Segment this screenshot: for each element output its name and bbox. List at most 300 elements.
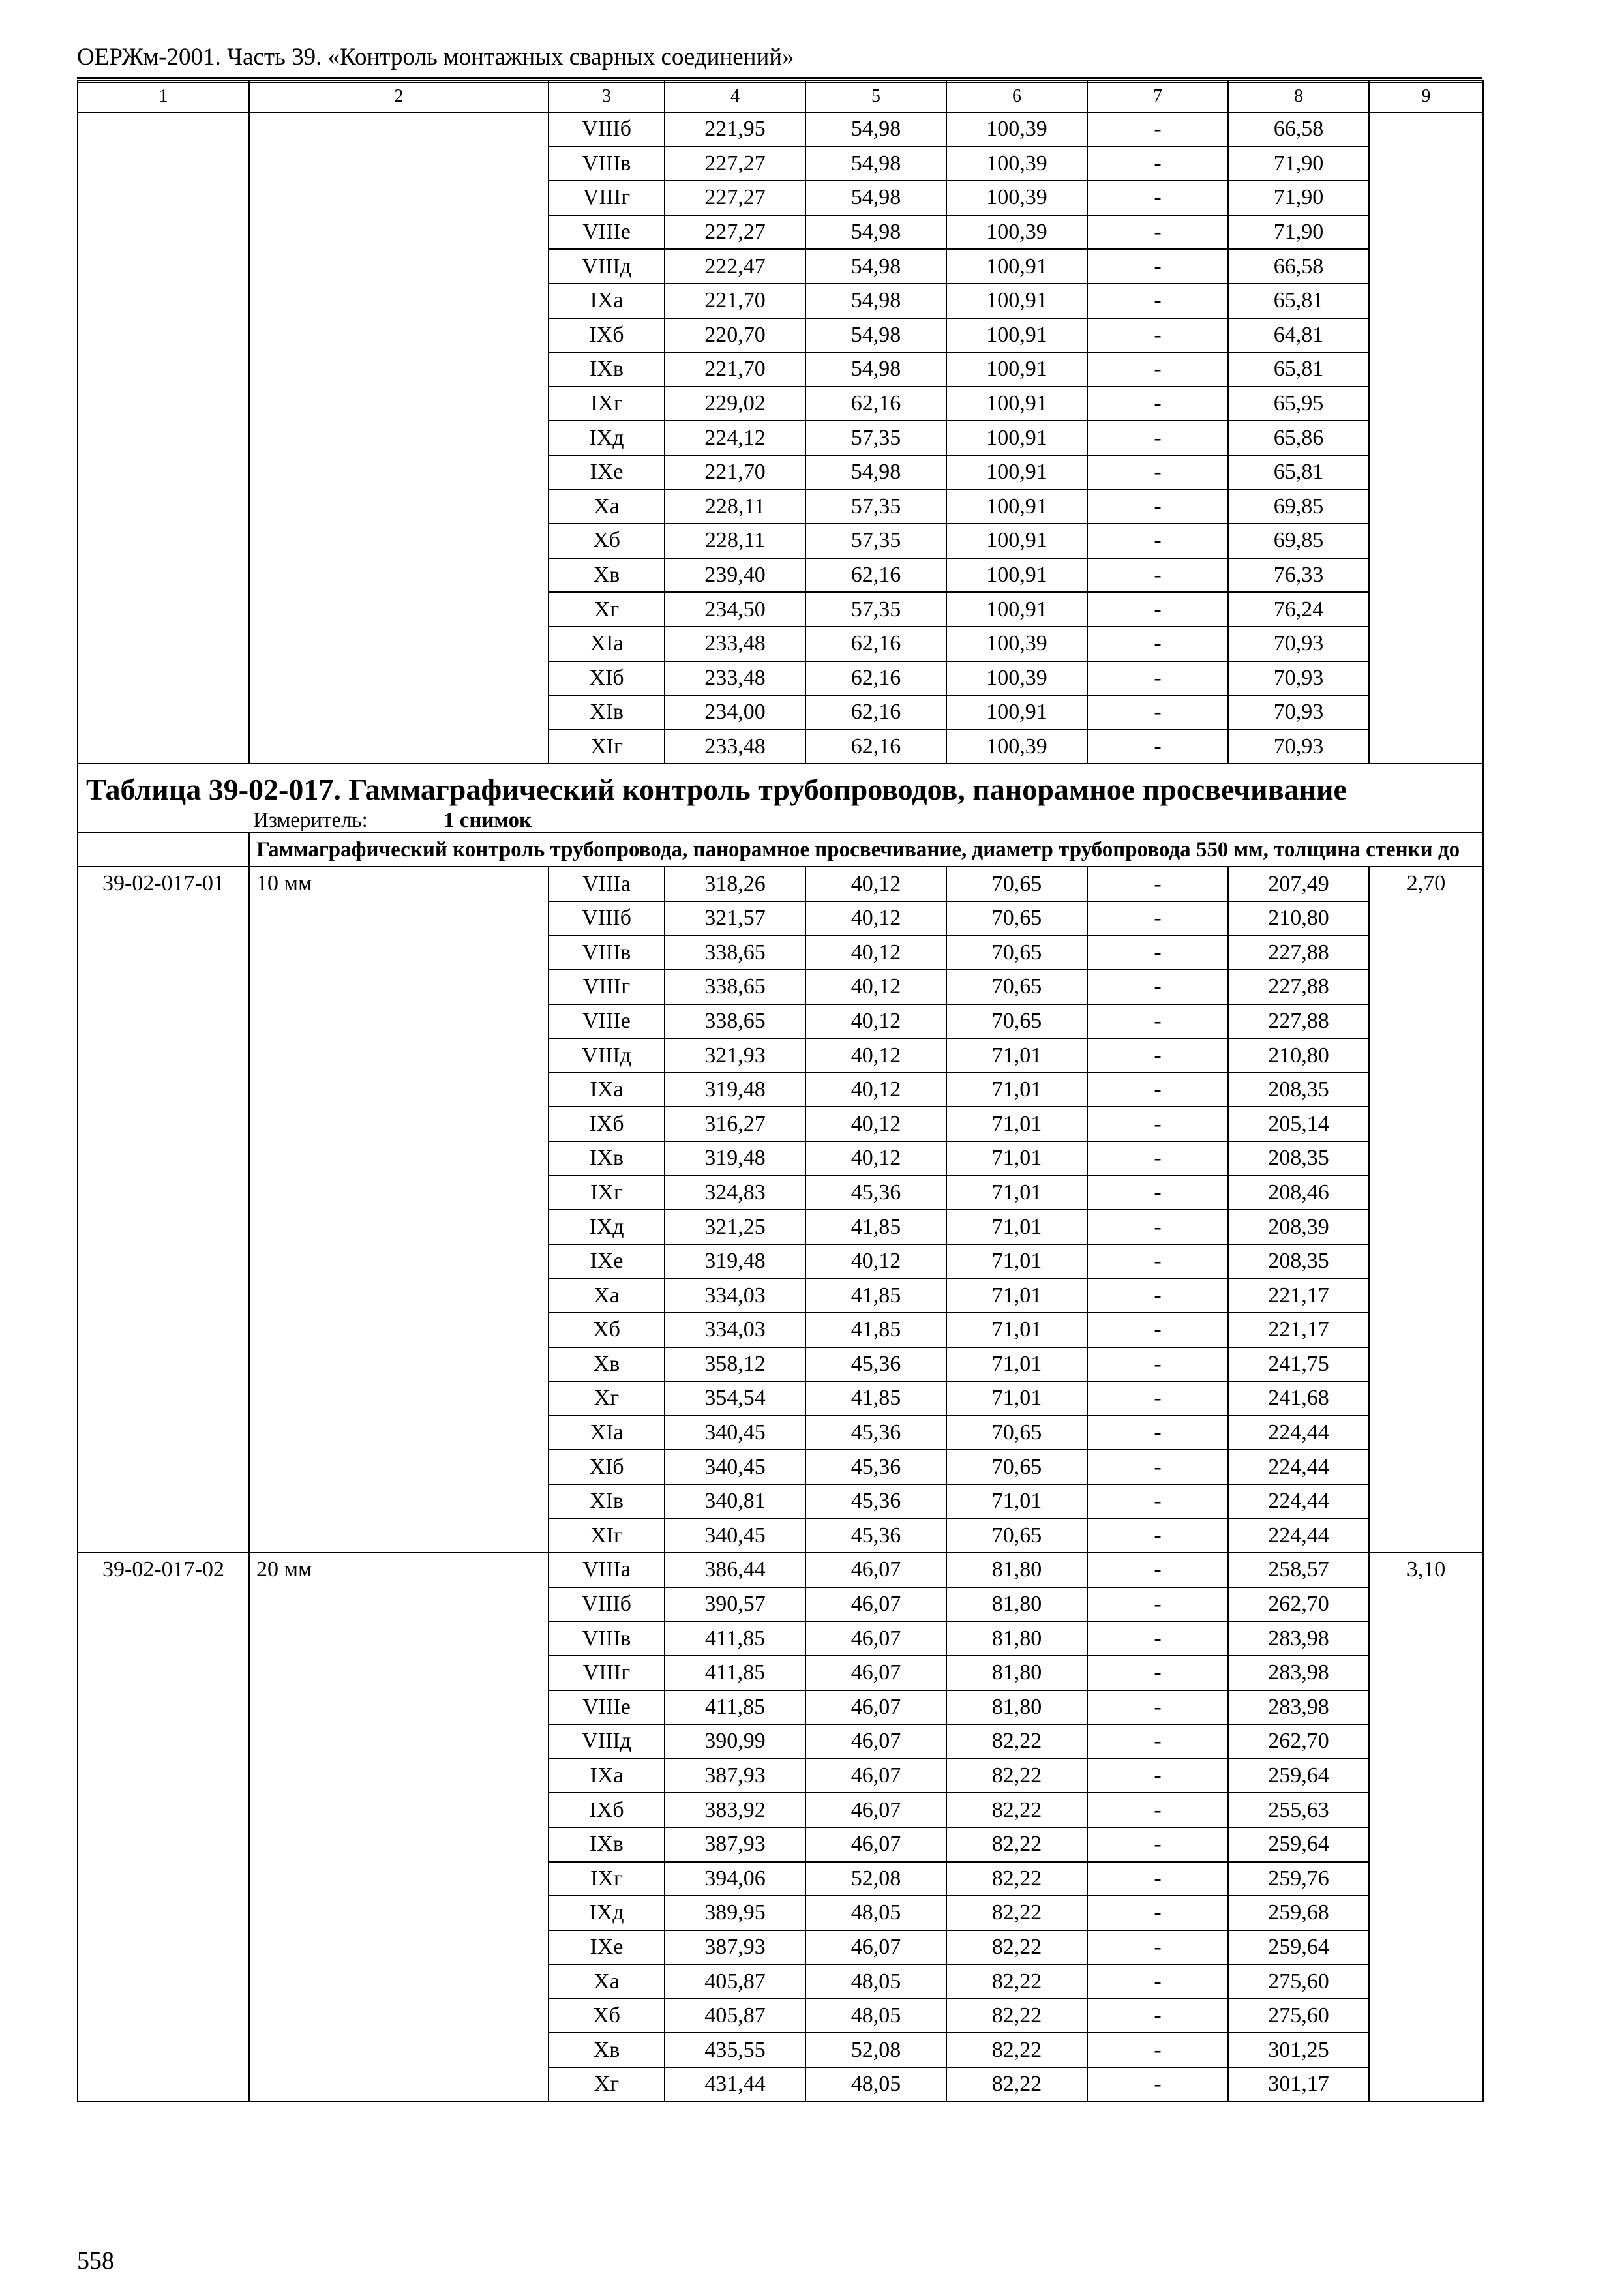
cell-machine-cost: 100,91	[946, 249, 1087, 284]
cell-mark: VIIIб	[549, 1587, 665, 1622]
cell-labor-wages: 46,07	[805, 1690, 946, 1725]
cell-mark: Xв	[549, 2033, 665, 2067]
cell-materials-cost: 262,70	[1228, 1724, 1369, 1759]
cell-machinist-wages: -	[1087, 2033, 1228, 2067]
cell-labor-wages: 40,12	[805, 1004, 946, 1039]
cell-machine-cost: 70,65	[946, 867, 1087, 901]
cell-materials-cost: 70,93	[1228, 695, 1369, 730]
cell-total-cost: 221,70	[665, 284, 805, 318]
cell-machine-cost: 71,01	[946, 1141, 1087, 1176]
cell-total-cost: 390,99	[665, 1724, 805, 1759]
cell-mark: IXв	[549, 352, 665, 387]
cell-machinist-wages: -	[1087, 249, 1228, 284]
cell-code: 39-02-017-01	[78, 867, 249, 1553]
cell-machinist-wages: -	[1087, 1759, 1228, 1793]
cell-mark: XIб	[549, 1450, 665, 1484]
cell-total-cost: 411,85	[665, 1656, 805, 1690]
cell-machinist-wages: -	[1087, 1930, 1228, 1965]
measure-cell	[78, 809, 1483, 833]
cell-machine-cost: 100,91	[946, 592, 1087, 627]
cell-mark: Xа	[549, 1278, 665, 1313]
cell-mark: IXг	[549, 1176, 665, 1210]
cell-mark: VIIIб	[549, 901, 665, 936]
cell-total-cost: 227,27	[665, 147, 805, 181]
cell-mark: IXв	[549, 1827, 665, 1862]
cell-materials-cost: 221,17	[1228, 1278, 1369, 1313]
cell-machinist-wages: -	[1087, 1484, 1228, 1519]
cell-materials-cost: 227,88	[1228, 935, 1369, 970]
cell-col9: 3,10	[1369, 1553, 1483, 2102]
cell-machinist-wages: -	[1087, 2067, 1228, 2102]
cell-machine-cost: 100,91	[946, 558, 1087, 593]
cell-total-cost: 338,65	[665, 1004, 805, 1039]
cell-mark: IXд	[549, 1896, 665, 1930]
cell-machinist-wages: -	[1087, 490, 1228, 524]
cell-machine-cost: 82,22	[946, 1793, 1087, 1827]
cell-total-cost: 386,44	[665, 1553, 805, 1587]
cell-mark: IXб	[549, 1107, 665, 1141]
cell-machine-cost: 100,91	[946, 318, 1087, 353]
cell-total-cost: 340,81	[665, 1484, 805, 1519]
cell-machine-cost: 100,91	[946, 284, 1087, 318]
cell-mark: VIIIе	[549, 1690, 665, 1725]
cell-total-cost: 224,12	[665, 421, 805, 455]
cell-labor-wages: 46,07	[805, 1930, 946, 1965]
cell-labor-wages: 40,12	[805, 1244, 946, 1279]
cell-total-cost: 233,48	[665, 730, 805, 764]
cell-labor-wages: 40,12	[805, 1141, 946, 1176]
cell-machine-cost: 82,22	[946, 2067, 1087, 2102]
cell-machinist-wages: -	[1087, 1450, 1228, 1484]
cell-machinist-wages: -	[1087, 1621, 1228, 1656]
cell-machine-cost: 82,22	[946, 1964, 1087, 1999]
cell-mark: VIIIе	[549, 215, 665, 250]
cell-machine-cost: 100,39	[946, 627, 1087, 661]
cell-mark: IXг	[549, 1862, 665, 1896]
cell-machine-cost: 71,01	[946, 1107, 1087, 1141]
norms-table	[77, 80, 1484, 2102]
cell-mark: IXа	[549, 1759, 665, 1793]
cell-labor-wages: 54,98	[805, 249, 946, 284]
cell-machinist-wages: -	[1087, 970, 1228, 1004]
cell-materials-cost: 259,64	[1228, 1930, 1369, 1965]
cell-total-cost: 321,57	[665, 901, 805, 936]
cell-mark: IXд	[549, 1210, 665, 1244]
cell-machinist-wages: -	[1087, 387, 1228, 421]
cell-machine-cost: 71,01	[946, 1313, 1087, 1347]
column-number: 8	[1228, 80, 1369, 112]
column-number: 4	[665, 80, 805, 112]
cell-col9: 2,70	[1369, 867, 1483, 1553]
cell-materials-cost: 262,70	[1228, 1587, 1369, 1622]
cell-labor-wages: 46,07	[805, 1656, 946, 1690]
cell-machinist-wages: -	[1087, 1553, 1228, 1587]
cell-total-cost: 390,57	[665, 1587, 805, 1622]
cell-labor-wages: 62,16	[805, 661, 946, 696]
cell-thickness: 10 мм	[249, 867, 549, 1553]
cell-machinist-wages: -	[1087, 592, 1228, 627]
cell-labor-wages: 54,98	[805, 318, 946, 353]
cell-machine-cost: 70,65	[946, 1450, 1087, 1484]
cell-materials-cost: 227,88	[1228, 1004, 1369, 1039]
cell-total-cost: 220,70	[665, 318, 805, 353]
cell-total-cost: 233,48	[665, 627, 805, 661]
cell-machinist-wages: -	[1087, 661, 1228, 696]
cell-labor-wages: 45,36	[805, 1519, 946, 1553]
cell-machinist-wages: -	[1087, 112, 1228, 147]
cell-total-cost: 431,44	[665, 2067, 805, 2102]
cell-mark: Xв	[549, 1347, 665, 1382]
cell-mark: VIIIб	[549, 112, 665, 147]
cell-code: 39-02-017-02	[78, 1553, 249, 2102]
cell-machine-cost: 81,80	[946, 1553, 1087, 1587]
column-number: 5	[805, 80, 946, 112]
cell-total-cost: 405,87	[665, 1999, 805, 2033]
cell-labor-wages: 52,08	[805, 2033, 946, 2067]
cell-materials-cost: 66,58	[1228, 112, 1369, 147]
cell-mark: XIа	[549, 627, 665, 661]
cell-machine-cost: 100,91	[946, 524, 1087, 558]
cell-mark: IXа	[549, 1073, 665, 1107]
cell-labor-wages: 40,12	[805, 970, 946, 1004]
cell-materials-cost: 210,80	[1228, 1038, 1369, 1073]
cell-materials-cost: 65,81	[1228, 455, 1369, 490]
cell-machine-cost: 70,65	[946, 1519, 1087, 1553]
cell-machine-cost: 71,01	[946, 1038, 1087, 1073]
cell-materials-cost: 275,60	[1228, 1964, 1369, 1999]
cell-col9-empty	[1369, 112, 1483, 764]
cell-materials-cost: 65,95	[1228, 387, 1369, 421]
cell-labor-wages: 62,16	[805, 558, 946, 593]
cell-labor-wages: 46,07	[805, 1621, 946, 1656]
cell-mark: IXв	[549, 1141, 665, 1176]
cell-total-cost: 387,93	[665, 1827, 805, 1862]
cell-mark: XIа	[549, 1416, 665, 1450]
cell-materials-cost: 69,85	[1228, 490, 1369, 524]
column-number: 6	[946, 80, 1087, 112]
cell-machinist-wages: -	[1087, 147, 1228, 181]
cell-labor-wages: 57,35	[805, 592, 946, 627]
cell-mark: Xа	[549, 490, 665, 524]
cell-machinist-wages: -	[1087, 1793, 1228, 1827]
cell-machine-cost: 81,80	[946, 1690, 1087, 1725]
cell-materials-cost: 221,17	[1228, 1313, 1369, 1347]
cell-total-cost: 358,12	[665, 1347, 805, 1382]
cell-total-cost: 221,70	[665, 352, 805, 387]
cell-mark: VIIIг	[549, 1656, 665, 1690]
cell-machinist-wages: -	[1087, 1278, 1228, 1313]
cell-machine-cost: 100,39	[946, 181, 1087, 215]
cell-materials-cost: 259,76	[1228, 1862, 1369, 1896]
cell-total-cost: 234,00	[665, 695, 805, 730]
cell-materials-cost: 208,35	[1228, 1244, 1369, 1279]
cell-mark: VIIIв	[549, 147, 665, 181]
cell-labor-wages: 40,12	[805, 1038, 946, 1073]
cell-total-cost: 340,45	[665, 1519, 805, 1553]
cell-mark: Xг	[549, 2067, 665, 2102]
cell-materials-cost: 76,24	[1228, 592, 1369, 627]
cell-machinist-wages: -	[1087, 215, 1228, 250]
cell-materials-cost: 66,58	[1228, 249, 1369, 284]
cell-materials-cost: 71,90	[1228, 147, 1369, 181]
cell-total-cost: 319,48	[665, 1073, 805, 1107]
cell-labor-wages: 46,07	[805, 1553, 946, 1587]
cell-total-cost: 387,93	[665, 1930, 805, 1965]
cell-labor-wages: 62,16	[805, 387, 946, 421]
cell-total-cost: 411,85	[665, 1690, 805, 1725]
cell-materials-cost: 205,14	[1228, 1107, 1369, 1141]
column-number: 9	[1369, 80, 1483, 112]
cell-mark: XIв	[549, 1484, 665, 1519]
cell-labor-wages: 46,07	[805, 1724, 946, 1759]
cell-machine-cost: 100,39	[946, 215, 1087, 250]
cell-machine-cost: 81,80	[946, 1656, 1087, 1690]
cell-labor-wages: 40,12	[805, 1073, 946, 1107]
cell-machinist-wages: -	[1087, 524, 1228, 558]
cell-mark: Xа	[549, 1964, 665, 1999]
cell-total-cost: 318,26	[665, 867, 805, 901]
column-number: 2	[249, 80, 549, 112]
cell-machinist-wages: -	[1087, 1964, 1228, 1999]
cell-total-cost: 389,95	[665, 1896, 805, 1930]
cell-machine-cost: 71,01	[946, 1176, 1087, 1210]
cell-machine-cost: 71,01	[946, 1484, 1087, 1519]
cell-machine-cost: 71,01	[946, 1073, 1087, 1107]
cell-total-cost: 340,45	[665, 1416, 805, 1450]
cell-machine-cost: 70,65	[946, 1004, 1087, 1039]
cell-machinist-wages: -	[1087, 1381, 1228, 1416]
cell-labor-wages: 54,98	[805, 112, 946, 147]
table-row	[78, 867, 1483, 901]
cell-machinist-wages: -	[1087, 284, 1228, 318]
cell-machinist-wages: -	[1087, 1896, 1228, 1930]
table-title: Таблица 39-02-017. Гаммаграфический контроль трубопроводов, панорамное просвечивание	[78, 764, 1483, 809]
cell-total-cost: 316,27	[665, 1107, 805, 1141]
cell-machinist-wages: -	[1087, 1347, 1228, 1382]
cell-thickness-empty	[249, 112, 549, 764]
cell-total-cost: 354,54	[665, 1381, 805, 1416]
cell-machinist-wages: -	[1087, 1073, 1228, 1107]
measure-label: Измеритель:	[253, 809, 368, 833]
cell-materials-cost: 207,49	[1228, 867, 1369, 901]
cell-labor-wages: 45,36	[805, 1416, 946, 1450]
cell-total-cost: 340,45	[665, 1450, 805, 1484]
cell-machine-cost: 100,91	[946, 352, 1087, 387]
cell-labor-wages: 48,05	[805, 1999, 946, 2033]
cell-total-cost: 227,27	[665, 181, 805, 215]
cell-machinist-wages: -	[1087, 1244, 1228, 1279]
cell-total-cost: 321,93	[665, 1038, 805, 1073]
cell-machine-cost: 100,39	[946, 112, 1087, 147]
cell-labor-wages: 48,05	[805, 1964, 946, 1999]
cell-machine-cost: 82,22	[946, 1999, 1087, 2033]
cell-mark: XIг	[549, 1519, 665, 1553]
table-body	[78, 80, 1483, 2102]
cell-materials-cost: 259,64	[1228, 1759, 1369, 1793]
cell-machine-cost: 82,22	[946, 1759, 1087, 1793]
cell-materials-cost: 69,85	[1228, 524, 1369, 558]
cell-labor-wages: 57,35	[805, 421, 946, 455]
cell-materials-cost: 71,90	[1228, 181, 1369, 215]
cell-labor-wages: 41,85	[805, 1381, 946, 1416]
cell-total-cost: 338,65	[665, 970, 805, 1004]
cell-machinist-wages: -	[1087, 1107, 1228, 1141]
cell-machine-cost: 71,01	[946, 1244, 1087, 1279]
cell-machinist-wages: -	[1087, 1656, 1228, 1690]
page-number: 558	[77, 2247, 114, 2275]
cell-labor-wages: 54,98	[805, 352, 946, 387]
cell-total-cost: 221,70	[665, 455, 805, 490]
cell-mark: Xг	[549, 592, 665, 627]
cell-machine-cost: 71,01	[946, 1347, 1087, 1382]
cell-labor-wages: 46,07	[805, 1587, 946, 1622]
cell-total-cost: 319,48	[665, 1141, 805, 1176]
column-number-row	[78, 80, 1483, 112]
cell-labor-wages: 45,36	[805, 1176, 946, 1210]
cell-mark: Xг	[549, 1381, 665, 1416]
cell-labor-wages: 45,36	[805, 1347, 946, 1382]
cell-materials-cost: 70,93	[1228, 661, 1369, 696]
cell-labor-wages: 62,16	[805, 730, 946, 764]
cell-machinist-wages: -	[1087, 1004, 1228, 1039]
cell-materials-cost: 65,81	[1228, 352, 1369, 387]
cell-labor-wages: 46,07	[805, 1793, 946, 1827]
cell-total-cost: 383,92	[665, 1793, 805, 1827]
cell-mark: Xв	[549, 558, 665, 593]
cell-mark: IXе	[549, 1244, 665, 1279]
cell-mark: VIIIв	[549, 935, 665, 970]
cell-machine-cost: 100,91	[946, 695, 1087, 730]
cell-total-cost: 239,40	[665, 558, 805, 593]
cell-machinist-wages: -	[1087, 1416, 1228, 1450]
cell-labor-wages: 57,35	[805, 524, 946, 558]
column-number: 1	[78, 80, 249, 112]
cell-machinist-wages: -	[1087, 1210, 1228, 1244]
cell-labor-wages: 57,35	[805, 490, 946, 524]
cell-machinist-wages: -	[1087, 627, 1228, 661]
cell-machinist-wages: -	[1087, 1999, 1228, 2033]
cell-materials-cost: 259,64	[1228, 1827, 1369, 1862]
cell-mark: VIIIг	[549, 970, 665, 1004]
cell-machinist-wages: -	[1087, 1038, 1228, 1073]
cell-labor-wages: 45,36	[805, 1484, 946, 1519]
cell-machine-cost: 70,65	[946, 901, 1087, 936]
cell-materials-cost: 208,35	[1228, 1073, 1369, 1107]
cell-mark: Xб	[549, 1999, 665, 2033]
cell-total-cost: 405,87	[665, 1964, 805, 1999]
cell-labor-wages: 46,07	[805, 1827, 946, 1862]
cell-materials-cost: 275,60	[1228, 1999, 1369, 2033]
column-number: 7	[1087, 80, 1228, 112]
cell-machine-cost: 71,01	[946, 1278, 1087, 1313]
cell-total-cost: 334,03	[665, 1313, 805, 1347]
cell-machinist-wages: -	[1087, 421, 1228, 455]
cell-total-cost: 234,50	[665, 592, 805, 627]
cell-materials-cost: 283,98	[1228, 1621, 1369, 1656]
cell-materials-cost: 208,46	[1228, 1176, 1369, 1210]
cell-materials-cost: 208,35	[1228, 1141, 1369, 1176]
cell-total-cost: 222,47	[665, 249, 805, 284]
cell-total-cost: 321,25	[665, 1210, 805, 1244]
cell-labor-wages: 54,98	[805, 284, 946, 318]
cell-mark: IXд	[549, 421, 665, 455]
cell-labor-wages: 54,98	[805, 215, 946, 250]
cell-labor-wages: 41,85	[805, 1313, 946, 1347]
cell-materials-cost: 301,17	[1228, 2067, 1369, 2102]
cell-machine-cost: 81,80	[946, 1587, 1087, 1622]
cell-total-cost: 334,03	[665, 1278, 805, 1313]
cell-materials-cost: 224,44	[1228, 1484, 1369, 1519]
cell-mark: IXб	[549, 318, 665, 353]
cell-total-cost: 324,83	[665, 1176, 805, 1210]
cell-mark: VIIIг	[549, 181, 665, 215]
cell-machine-cost: 100,91	[946, 490, 1087, 524]
cell-materials-cost: 241,68	[1228, 1381, 1369, 1416]
cell-machine-cost: 100,91	[946, 421, 1087, 455]
cell-mark: IXе	[549, 455, 665, 490]
cell-machinist-wages: -	[1087, 901, 1228, 936]
cell-machinist-wages: -	[1087, 318, 1228, 353]
cell-machinist-wages: -	[1087, 352, 1228, 387]
cell-mark: XIб	[549, 661, 665, 696]
cell-labor-wages: 45,36	[805, 1450, 946, 1484]
cell-labor-wages: 54,98	[805, 455, 946, 490]
cell-total-cost: 319,48	[665, 1244, 805, 1279]
cell-labor-wages: 46,07	[805, 1759, 946, 1793]
cell-machine-cost: 100,39	[946, 147, 1087, 181]
cell-machine-cost: 82,22	[946, 1827, 1087, 1862]
cell-materials-cost: 283,98	[1228, 1656, 1369, 1690]
cell-machinist-wages: -	[1087, 1862, 1228, 1896]
cell-total-cost: 387,93	[665, 1759, 805, 1793]
cell-thickness: 20 мм	[249, 1553, 549, 2102]
cell-materials-cost: 255,63	[1228, 1793, 1369, 1827]
cell-machine-cost: 82,22	[946, 1724, 1087, 1759]
cell-materials-cost: 71,90	[1228, 215, 1369, 250]
cell-mark: VIIIе	[549, 1004, 665, 1039]
cell-machinist-wages: -	[1087, 1827, 1228, 1862]
cell-total-cost: 229,02	[665, 387, 805, 421]
cell-materials-cost: 65,81	[1228, 284, 1369, 318]
cell-materials-cost: 64,81	[1228, 318, 1369, 353]
cell-labor-wages: 62,16	[805, 695, 946, 730]
cell-materials-cost: 301,25	[1228, 2033, 1369, 2067]
cell-total-cost: 221,95	[665, 112, 805, 147]
cell-machinist-wages: -	[1087, 181, 1228, 215]
cell-labor-wages: 62,16	[805, 627, 946, 661]
cell-materials-cost: 65,86	[1228, 421, 1369, 455]
cell-machinist-wages: -	[1087, 1176, 1228, 1210]
cell-labor-wages: 40,12	[805, 935, 946, 970]
column-number: 3	[549, 80, 665, 112]
work-description: Гаммаграфический контроль трубопровода, панорамное просвечивание, диаметр трубопровода 550 мм, толщина стенки до	[249, 833, 1483, 867]
cell-total-cost: 228,11	[665, 524, 805, 558]
cell-machine-cost: 70,65	[946, 935, 1087, 970]
cell-machinist-wages: -	[1087, 1313, 1228, 1347]
cell-labor-wages: 41,85	[805, 1210, 946, 1244]
cell-materials-cost: 224,44	[1228, 1519, 1369, 1553]
cell-machinist-wages: -	[1087, 1587, 1228, 1622]
cell-machine-cost: 70,65	[946, 970, 1087, 1004]
cell-machine-cost: 82,22	[946, 1930, 1087, 1965]
cell-labor-wages: 54,98	[805, 147, 946, 181]
description-spacer	[78, 833, 249, 867]
cell-labor-wages: 52,08	[805, 1862, 946, 1896]
cell-materials-cost: 70,93	[1228, 730, 1369, 764]
cell-mark: VIIIд	[549, 1724, 665, 1759]
cell-mark: VIIIв	[549, 1621, 665, 1656]
cell-machine-cost: 82,22	[946, 2033, 1087, 2067]
